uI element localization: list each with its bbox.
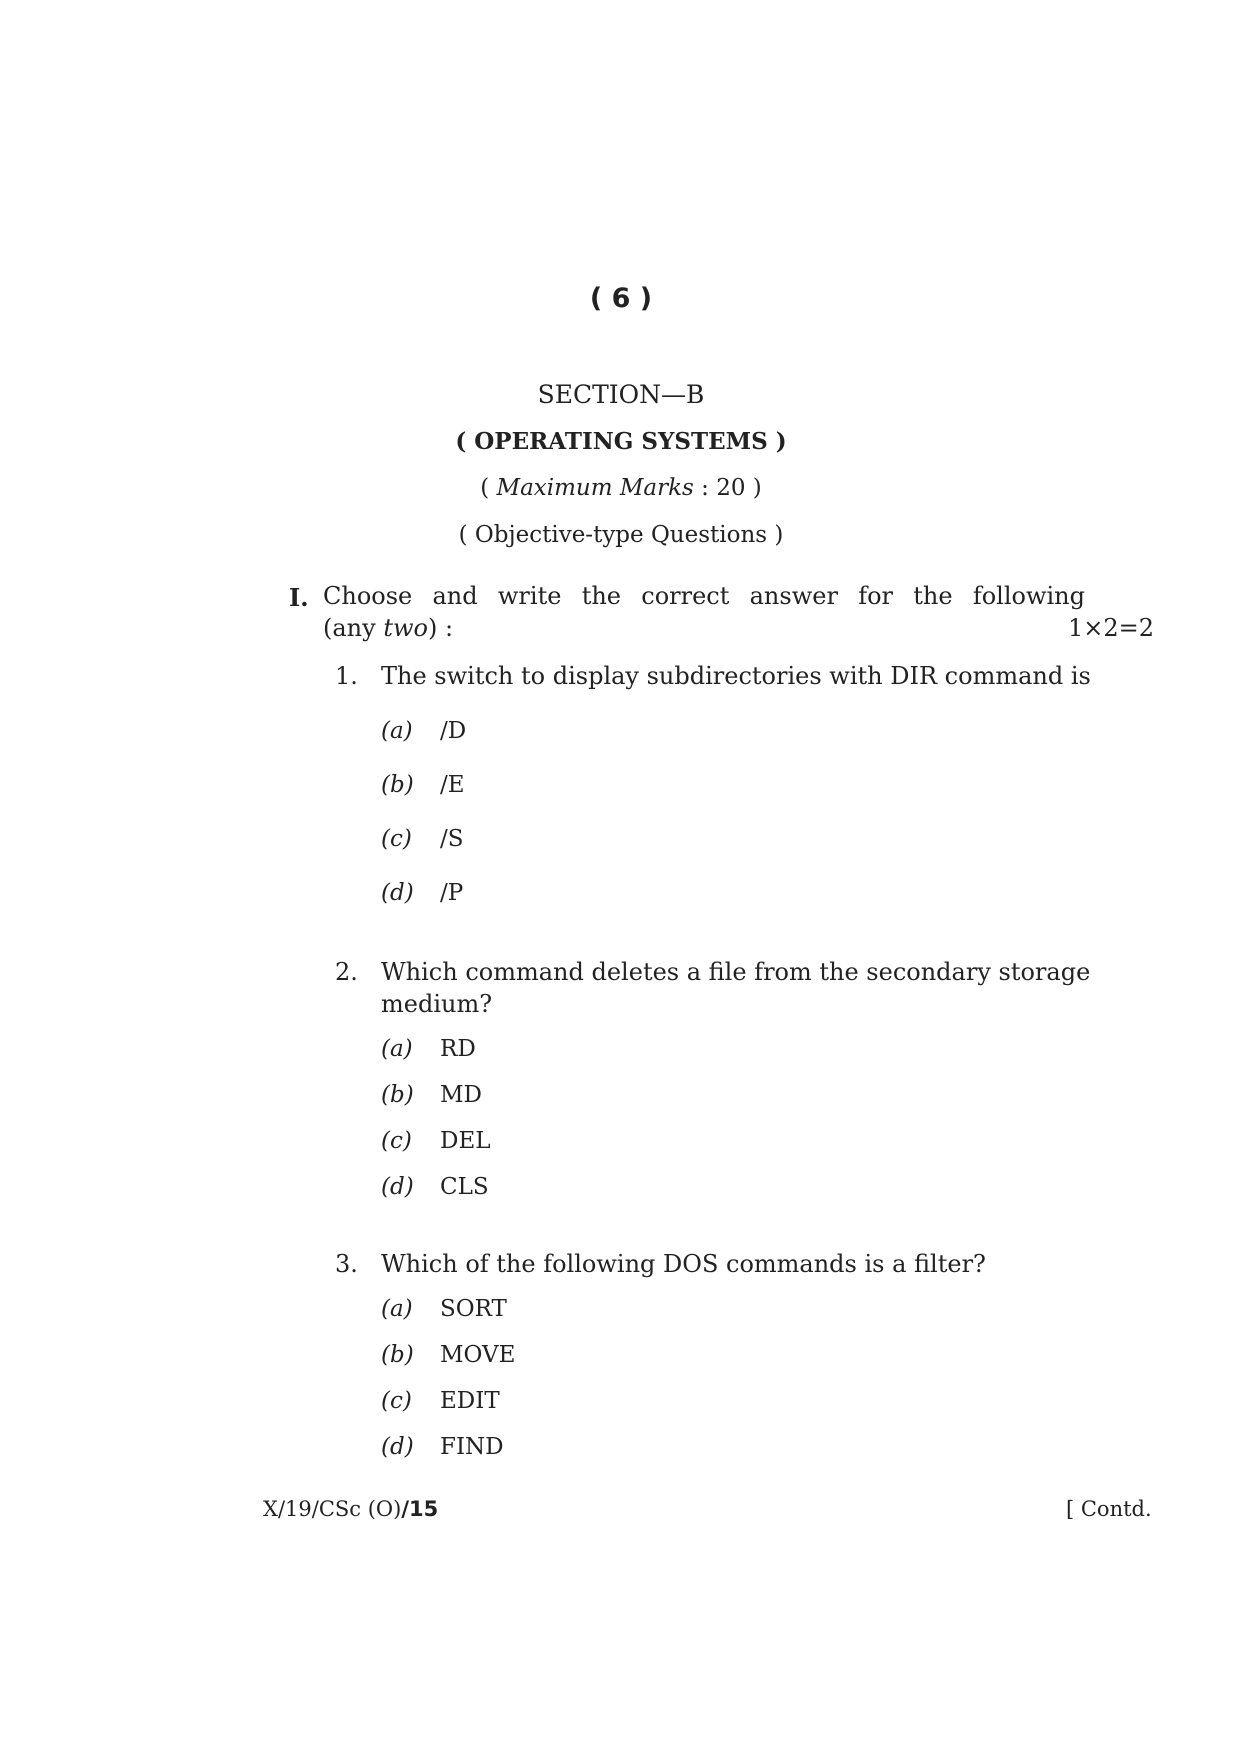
question-1-number: 1. — [335, 662, 358, 690]
subject-title: ( OPERATING SYSTEMS ) — [455, 428, 787, 455]
paper-code: X/19/CSc (O)/15 — [263, 1497, 439, 1521]
question-2-option-c-label: (c) — [381, 1128, 412, 1154]
question-1-option-b-label: (b) — [381, 772, 414, 798]
question-2-option-a: RD — [440, 1036, 476, 1062]
question-3-option-d: FIND — [440, 1434, 504, 1460]
question-2-text-line-2: medium? — [381, 990, 493, 1018]
question-2-number: 2. — [335, 958, 358, 986]
continued-note: [ Contd. — [1066, 1497, 1152, 1521]
question-3-option-b: MOVE — [440, 1342, 516, 1368]
question-2-option-d: CLS — [440, 1174, 489, 1200]
question-3-option-b-label: (b) — [381, 1342, 414, 1368]
question-3-option-d-label: (d) — [381, 1434, 414, 1460]
question-2-option-c: DEL — [440, 1128, 491, 1154]
maximum-marks: ( Maximum Marks : 20 ) — [480, 475, 762, 501]
section-title: SECTION—B — [537, 380, 705, 409]
question-1-option-d: /P — [440, 880, 464, 906]
question-2-option-a-label: (a) — [381, 1036, 413, 1062]
question-2-option-b: MD — [440, 1082, 482, 1108]
question-1-text: The switch to display subdirectories with DIR command is — [381, 662, 1091, 690]
instruction-line-1: Choose and write the correct answer for the following — [323, 582, 1085, 610]
question-1-option-c: /S — [440, 826, 464, 852]
question-1-option-d-label: (d) — [381, 880, 414, 906]
question-2-option-d-label: (d) — [381, 1174, 414, 1200]
question-3-number: 3. — [335, 1250, 358, 1278]
instruction-number: I. — [289, 583, 309, 612]
question-3-option-c: EDIT — [440, 1388, 500, 1414]
question-1-option-a: /D — [440, 718, 467, 744]
question-2-text-line-1: Which command deletes a file from the secondary storage — [381, 958, 1091, 986]
question-3-option-c-label: (c) — [381, 1388, 412, 1414]
page-number: ( 6 ) — [589, 283, 653, 314]
question-3-text: Which of the following DOS commands is a filter? — [381, 1250, 986, 1278]
question-type: ( Objective-type Questions ) — [458, 522, 784, 548]
question-1-option-c-label: (c) — [381, 826, 412, 852]
question-1-option-b: /E — [440, 772, 465, 798]
instruction-line-2: (any two) : — [323, 614, 454, 642]
marks-allocation: 1×2=2 — [1068, 614, 1155, 642]
question-1-option-a-label: (a) — [381, 718, 413, 744]
question-3-option-a: SORT — [440, 1296, 507, 1322]
question-3-option-a-label: (a) — [381, 1296, 413, 1322]
question-2-option-b-label: (b) — [381, 1082, 414, 1108]
